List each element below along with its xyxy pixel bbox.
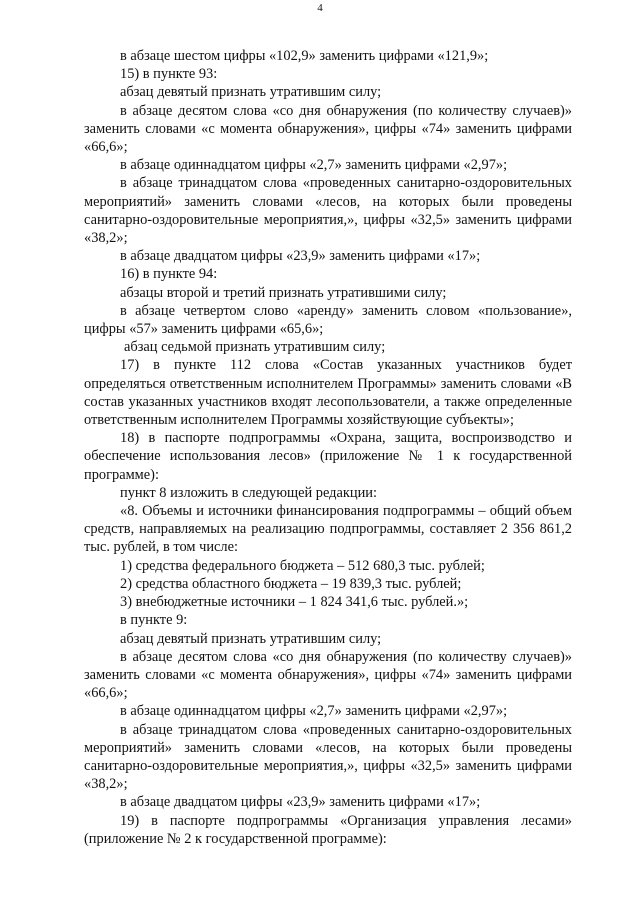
paragraph: 17) в пункте 112 слова «Состав указанных участников будет определяться ответственным исполнителем Программы» заменить словами «В состав указанных участников входят лесопользователи, а также определенные ответственным исполнителем Программы хозяйствующие субъекты»; bbox=[84, 357, 572, 429]
paragraph: в абзаце одиннадцатом цифры «2,7» заменить цифрами «2,97»; bbox=[120, 703, 508, 720]
paragraph: 18) в паспорте подпрограммы «Охрана, защита, воспроизводство и обеспечение использования лесов» (приложение № 1 к государственной программе): bbox=[84, 430, 572, 483]
paragraph: 2) средства областного бюджета – 19 839,3 тыс. рублей; bbox=[120, 575, 462, 592]
paragraph: 1) средства федерального бюджета – 512 680,3 тыс. рублей; bbox=[120, 557, 485, 574]
paragraph: в абзаце двадцатом цифры «23,9» заменить цифрами «17»; bbox=[120, 248, 481, 265]
paragraph: в абзаце четвертом слово «аренду» заменить словом «пользование», цифры «57» заменить цифрами «65,6»; bbox=[84, 302, 572, 338]
paragraph: в абзаце тринадцатом слова «проведенных санитарно-оздоровительных мероприятий» заменить словами «лесов, на которых были проведены санитарно-оздоровительные мероприятия,», цифры «32,5» заменить цифрами «38,2»; bbox=[84, 175, 572, 247]
page-number: 4 bbox=[317, 2, 323, 14]
paragraph: в абзаце двадцатом цифры «23,9» заменить цифрами «17»; bbox=[120, 794, 481, 811]
paragraph: «8. Объемы и источники финансирования подпрограммы – общий объем средств, направляемых на реализацию подпрограммы, составляет 2 356 861,2 тыс. рублей, в том числе: bbox=[84, 503, 572, 556]
paragraph: абзац девятый признать утратившим силу; bbox=[120, 84, 382, 101]
paragraph: 15) в пункте 93: bbox=[120, 66, 218, 83]
paragraph: в абзаце десятом слова «со дня обнаружения (по количеству случаев)» заменить словами «с момента обнаружения», цифры «74» заменить цифрами «66,6»; bbox=[84, 102, 572, 156]
paragraph: абзац девятый признать утратившим силу; bbox=[120, 630, 382, 647]
paragraph: абзац седьмой признать утратившим силу; bbox=[124, 339, 386, 356]
document-body bbox=[84, 47, 572, 848]
paragraph: пункт 8 изложить в следующей редакции: bbox=[120, 484, 377, 501]
paragraph: 3) внебюджетные источники – 1 824 341,6 тыс. рублей.»; bbox=[120, 594, 469, 611]
paragraph: в абзаце шестом цифры «102,9» заменить цифрами «121,9»; bbox=[120, 48, 489, 64]
paragraph: в абзаце одиннадцатом цифры «2,7» заменить цифрами «2,97»; bbox=[120, 157, 508, 174]
paragraph: абзацы второй и третий признать утратившими силу; bbox=[120, 284, 447, 301]
paragraph: в абзаце десятом слова «со дня обнаружения (по количеству случаев)» заменить словами «с момента обнаружения», цифры «74» заменить цифрами «66,6»; bbox=[84, 648, 572, 702]
paragraph: в абзаце тринадцатом слова «проведенных санитарно-оздоровительных мероприятий» заменить словами «лесов, на которых были проведены санитарно-оздоровительные мероприятия,», цифры «32,5» заменить цифрами «38,2»; bbox=[84, 721, 572, 793]
paragraph: 16) в пункте 94: bbox=[120, 266, 218, 283]
paragraph: в пункте 9: bbox=[120, 612, 188, 629]
paragraph: 19) в паспорте подпрограммы «Организация управления лесами» (приложение № 2 к государственной программе): bbox=[84, 812, 572, 847]
